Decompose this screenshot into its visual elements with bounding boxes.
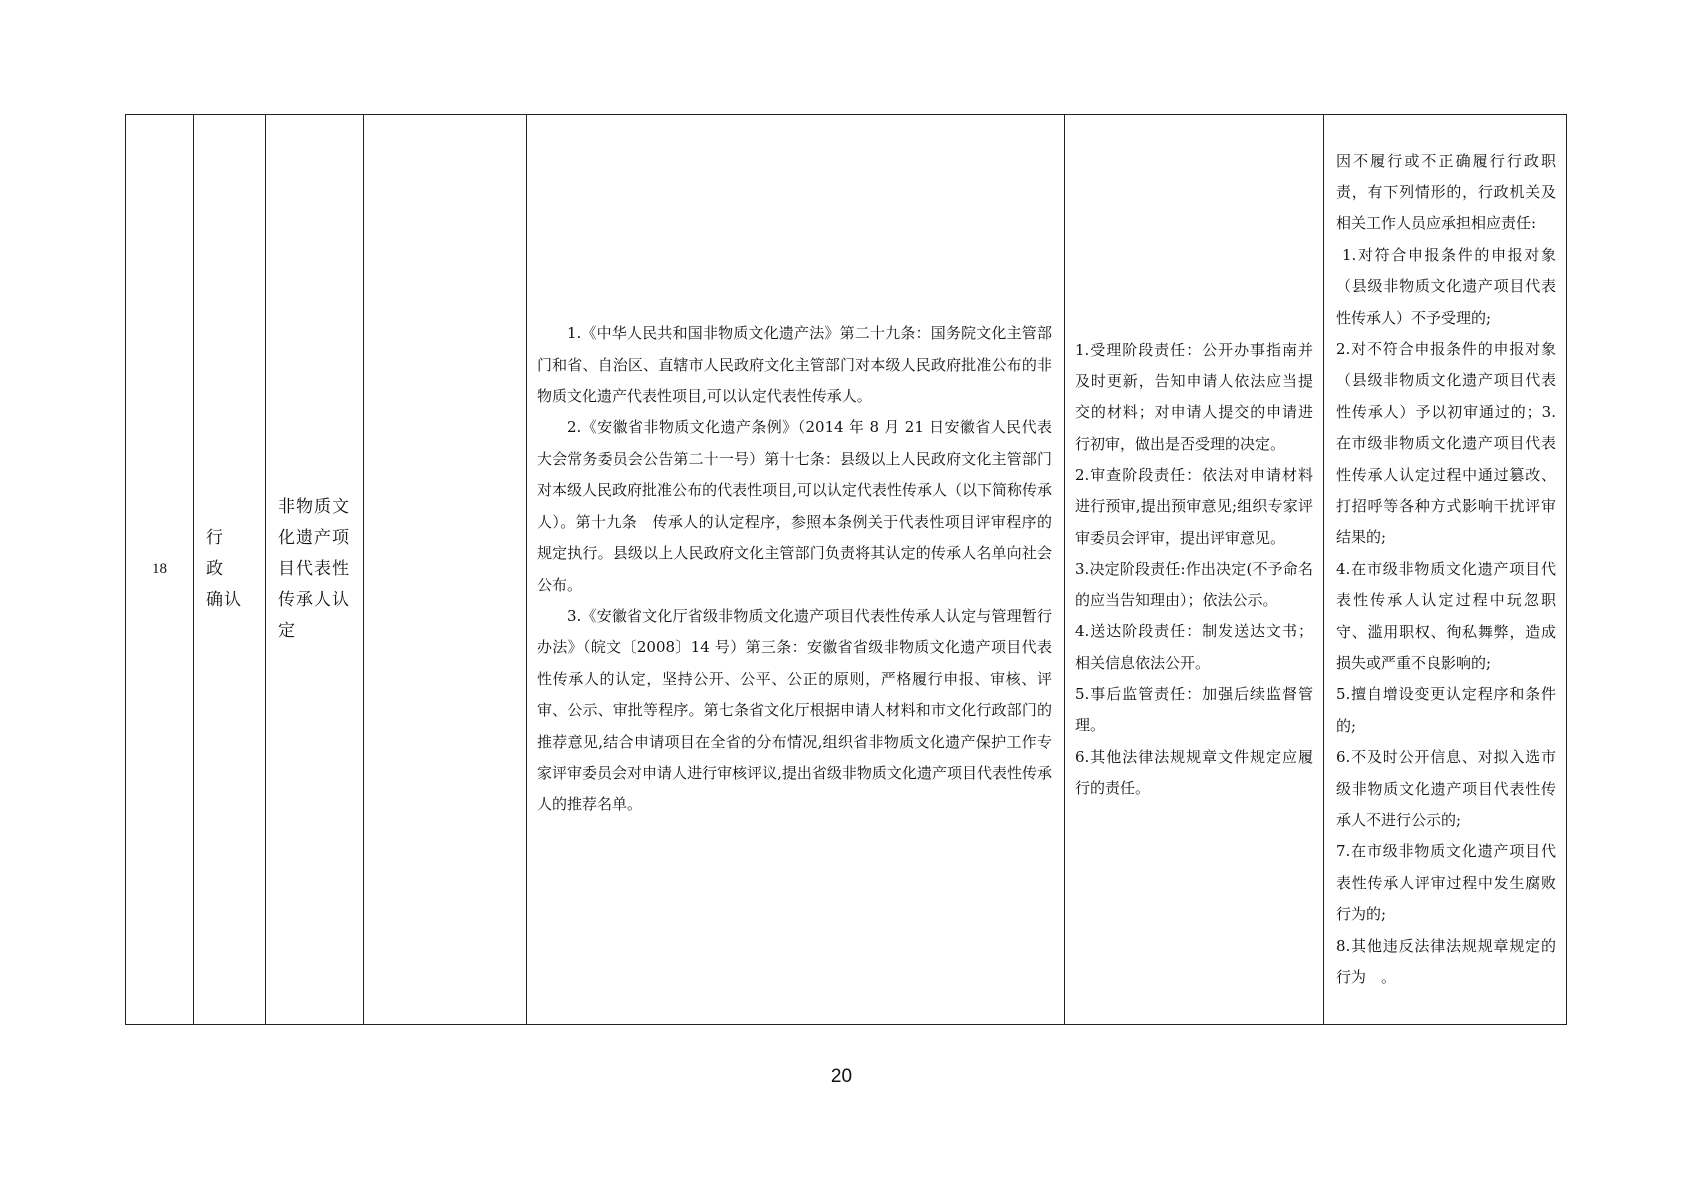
responsibility-item: 5.事后监管责任：加强后续监督管理。	[1075, 685, 1313, 735]
responsibility-item: 3.决定阶段责任:作出决定(不予命名的应当告知理由）；依法公示。	[1075, 559, 1313, 610]
item-name-cell: 非物质文化遗产项目代表性传承人认定	[266, 115, 364, 1025]
responsibility-item: 1.受理阶段责任：公开办事指南并及时更新，告知申请人依法应当提交的材料；对申请人提交的申请进行初审，做出是否受理的决定。	[1075, 340, 1313, 453]
power-type-line2: 确认	[206, 590, 242, 610]
legal-basis-item: 2.《安徽省非物质文化遗产条例》（2014 年 8 月 21 日安徽省人民代表大会常务委员会公告第二十一号）第十七条：县级以上人民政府文化主管部门对本级人民政府批准公布的代表性项目,可以认定代表性传承人（以下简称传承人）。第十九条 传承人的认定程序，参照本条例关于代表性项目评审程序的规定执行。县级以上人民政府文化主管部门负责将其认定的传承人名单向社会公布。	[537, 418, 1052, 594]
liability-item: 5.擅自增设变更认定程序和条件的;	[1336, 685, 1556, 735]
power-type-cell	[194, 115, 266, 1025]
power-type-line1: 行政	[206, 528, 239, 579]
legal-basis-item: 1.《中华人民共和国非物质文化遗产法》第二十九条：国务院文化主管部门和省、自治区、直辖市人民政府文化主管部门对本级人民政府批准公布的非物质文化遗产代表性项目,可以认定代表性传承人。	[537, 324, 1052, 406]
implementing-body-cell	[364, 115, 527, 1025]
liability-item: 6.不及时公开信息、对拟入选市级非物质文化遗产项目代表性传承人不进行公示的;	[1336, 748, 1556, 830]
legal-basis-cell	[527, 115, 1065, 1025]
responsibility-item: 6.其他法律法规规章文件规定应履行的责任。	[1075, 747, 1313, 797]
liability-cell	[1324, 115, 1567, 1025]
responsibility-item: 4.送达阶段责任：制发送达文书；相关信息依法公开。	[1075, 622, 1313, 672]
legal-basis-item: 3.《安徽省文化厅省级非物质文化遗产项目代表性传承人认定与管理暂行办法》（皖文〔2008〕14 号）第三条：安徽省省级非物质文化遗产项目代表性传承人的认定，坚持公开、公平、公正的原则，严格履行申报、审核、评审、公示、审批等程序。第七条省文化厅根据申请人材料和市文化行政部门的推荐意见,结合申请项目在全省的分布情况,组织省非物质文化遗产保护工作专家评审委员会对申请人进行审核评议,提出省级非物质文化遗产项目代表性传承人的推荐名单。	[537, 606, 1052, 814]
page-number: 20	[830, 1066, 853, 1087]
liability-item: 4.在市级非物质文化遗产项目代表性传承人认定过程中玩忽职守、滥用职权、徇私舞弊，造成损失或严重不良影响的;	[1336, 559, 1556, 673]
liability-item: 7.在市级非物质文化遗产项目代表性传承人评审过程中发生腐败行为的;	[1336, 842, 1556, 924]
power-list-table	[125, 114, 1567, 1025]
liability-intro: 因不履行或不正确履行行政职责，有下列情形的，行政机关及相关工作人员应承担相应责任:	[1336, 151, 1556, 233]
liability-item: 1.对符合申报条件的申报对象（县级非物质文化遗产项目代表性传承人）不予受理的;	[1336, 245, 1556, 327]
responsibility-cell	[1065, 115, 1324, 1025]
liability-item: 8.其他违反法律法规规章规定的行为 。	[1336, 936, 1556, 987]
responsibility-item: 2.审查阶段责任：依法对申请材料进行预审,提出预审意见;组织专家评审委员会评审，提出评审意见。	[1075, 465, 1313, 547]
table-row	[126, 115, 1567, 1025]
row-number: 18	[126, 115, 194, 1025]
liability-item: 2.对不符合申报条件的申报对象（县级非物质文化遗产项目代表性传承人）予以初审通过的；3.在市级非物质文化遗产项目代表性传承人认定过程中通过篡改、打招呼等各种方式影响干扰评审结果的;	[1336, 339, 1556, 547]
